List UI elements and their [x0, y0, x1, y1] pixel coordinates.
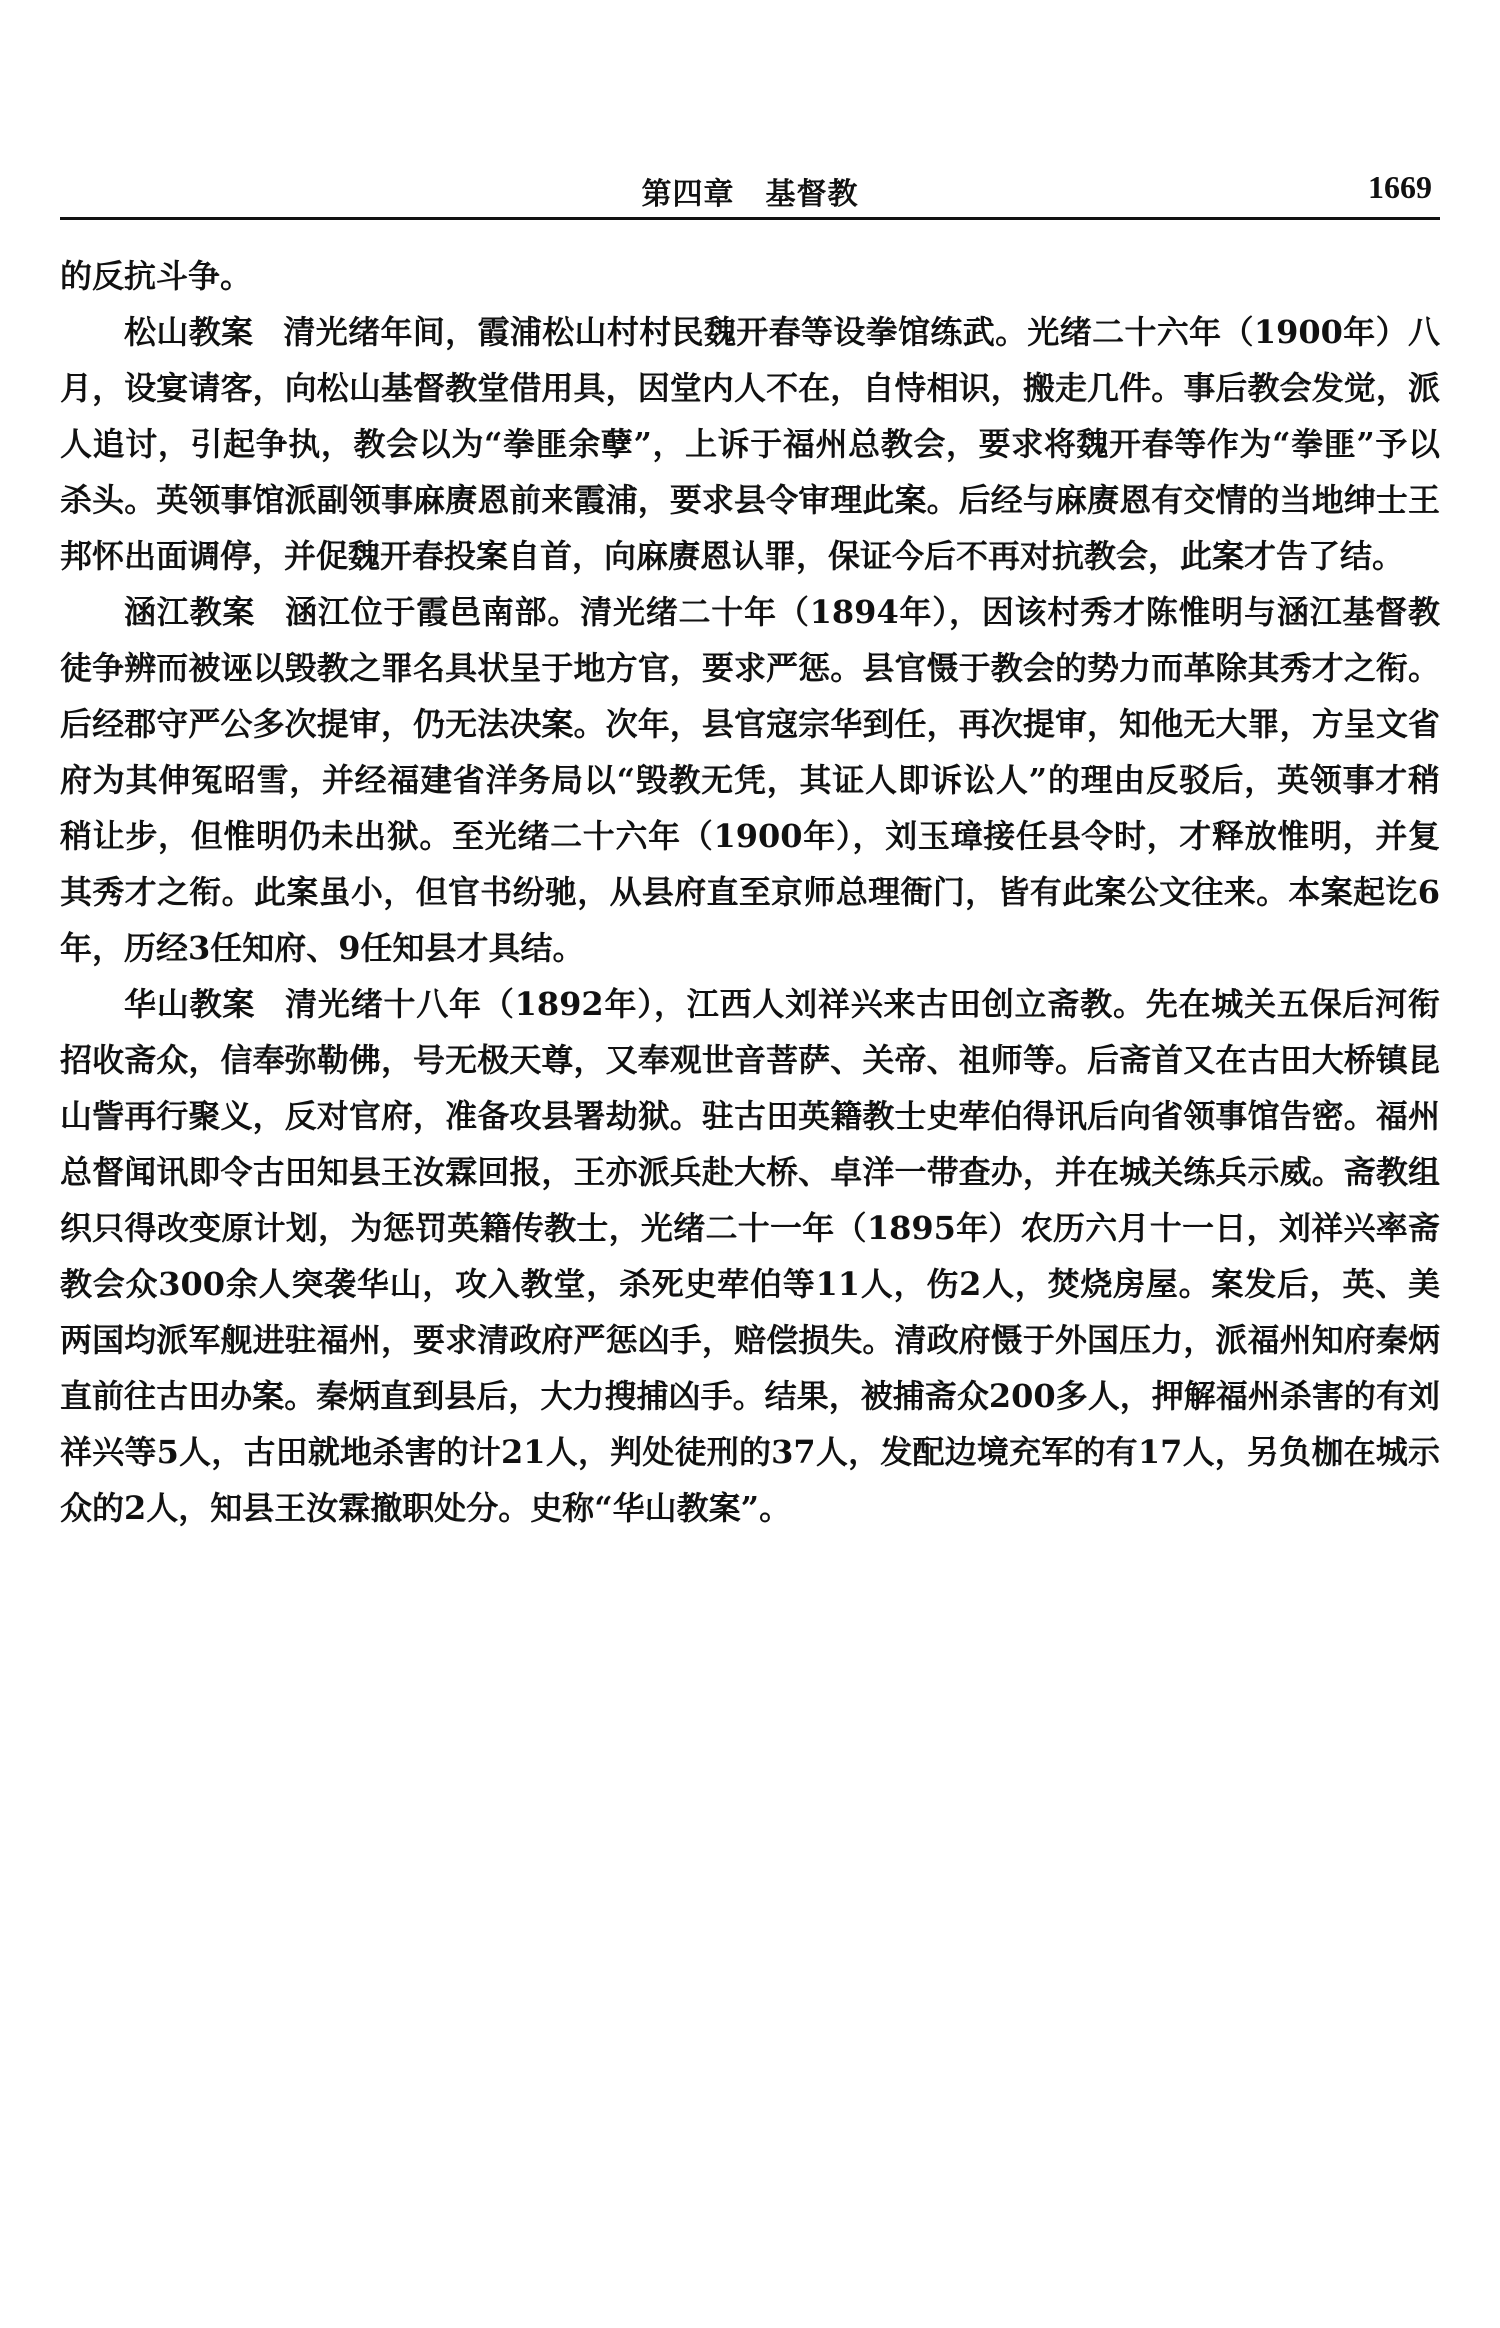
entry-title-songshan: 松山教案: [124, 313, 254, 351]
entry-title-huashan: 华山教案: [124, 985, 256, 1023]
entry-text-hanjiang: 涵江位于霞邑南部。清光绪二十年（1894年），因该村秀才陈惟明与涵江基督教徒争辨而被诬以毁教之罪名具状呈于地方官，要求严惩。县官慑于教会的势力而革除其秀才之衔。后经郡守严公多次提审，仍无法决案。次年，县官寇宗华到任，再次提审，知他无大罪，方呈文省府为其伸冤昭雪，并经福建省洋务局以“毁教无凭，其证人即诉讼人”的理由反驳后，英领事才稍稍让步，但惟明仍未出狱。至光绪二十六年（1900年），刘玉璋接任县令时，才释放惟明，并复其秀才之衔。此案虽小，但官书纷驰，从县府直至京师总理衙门，皆有此案公文往来。本案起讫6年，历经3任知府、9任知县才具结。: [60, 593, 1440, 967]
entry-text-huashan: 清光绪十八年（1892年），江西人刘祥兴来古田创立斋教。先在城关五保后河衔招收斋众，信奉弥勒佛，号无极天尊，又奉观世音菩萨、关帝、祖师等。后斋首又在古田大桥镇昆山訾再行聚义，反对官府，准备攻县署劫狱。驻古田英籍教士史荦伯得讯后向省领事馆告密。福州总督闻讯即令古田知县王汝霖回报，王亦派兵赴大桥、卓洋一带查办，并在城关练兵示威。斋教组织只得改变原计划，为惩罚英籍传教士，光绪二十一年（1895年）农历六月十一日，刘祥兴率斋教会众300余人突袭华山，攻入教堂，杀死史荦伯等11人，伤2人，焚烧房屋。案发后，英、美两国均派军舰进驻福州，要求清政府严惩凶手，赔偿损失。清政府慑于外国压力，派福州知府秦炳直前往古田办案。秦炳直到县后，大力搜捕凶手。结果，被捕斋众200多人，押解福州杀害的有刘祥兴等5人，古田就地杀害的计21人，判处徒刑的37人，发配边境充军的有17人，另负枷在城示众的2人，知县王汝霖撤职处分。史称“华山教案”。: [60, 985, 1440, 1527]
running-header: [60, 165, 1440, 220]
chapter-title: 第四章 基督教: [641, 177, 859, 212]
continuation-paragraph: 的反抗斗争。: [60, 257, 253, 295]
entry-paragraph-songshan: [60, 304, 1440, 584]
entry-paragraph-hanjiang: [60, 584, 1440, 976]
body-text: [60, 248, 1440, 1536]
entry-title-hanjiang: 涵江教案: [124, 593, 256, 631]
page-number: 1669: [1368, 169, 1432, 205]
entry-text-songshan: 清光绪年间，霞浦松山村村民魏开春等设拳馆练武。光绪二十六年（1900年）八月，设宴请客，向松山基督教堂借用具，因堂内人不在，自恃相识，搬走几件。事后教会发觉，派人追讨，引起争执，教会以为“拳匪余孽”，上诉于福州总教会，要求将魏开春等作为“拳匪”予以杀头。英领事馆派副领事麻赓恩前来霞浦，要求县令审理此案。后经与麻赓恩有交情的当地绅士王邦怀出面调停，并促魏开春投案自首，向麻赓恩认罪，保证今后不再对抗教会，此案才告了结。: [60, 313, 1440, 575]
entry-paragraph-huashan: [60, 976, 1440, 1536]
